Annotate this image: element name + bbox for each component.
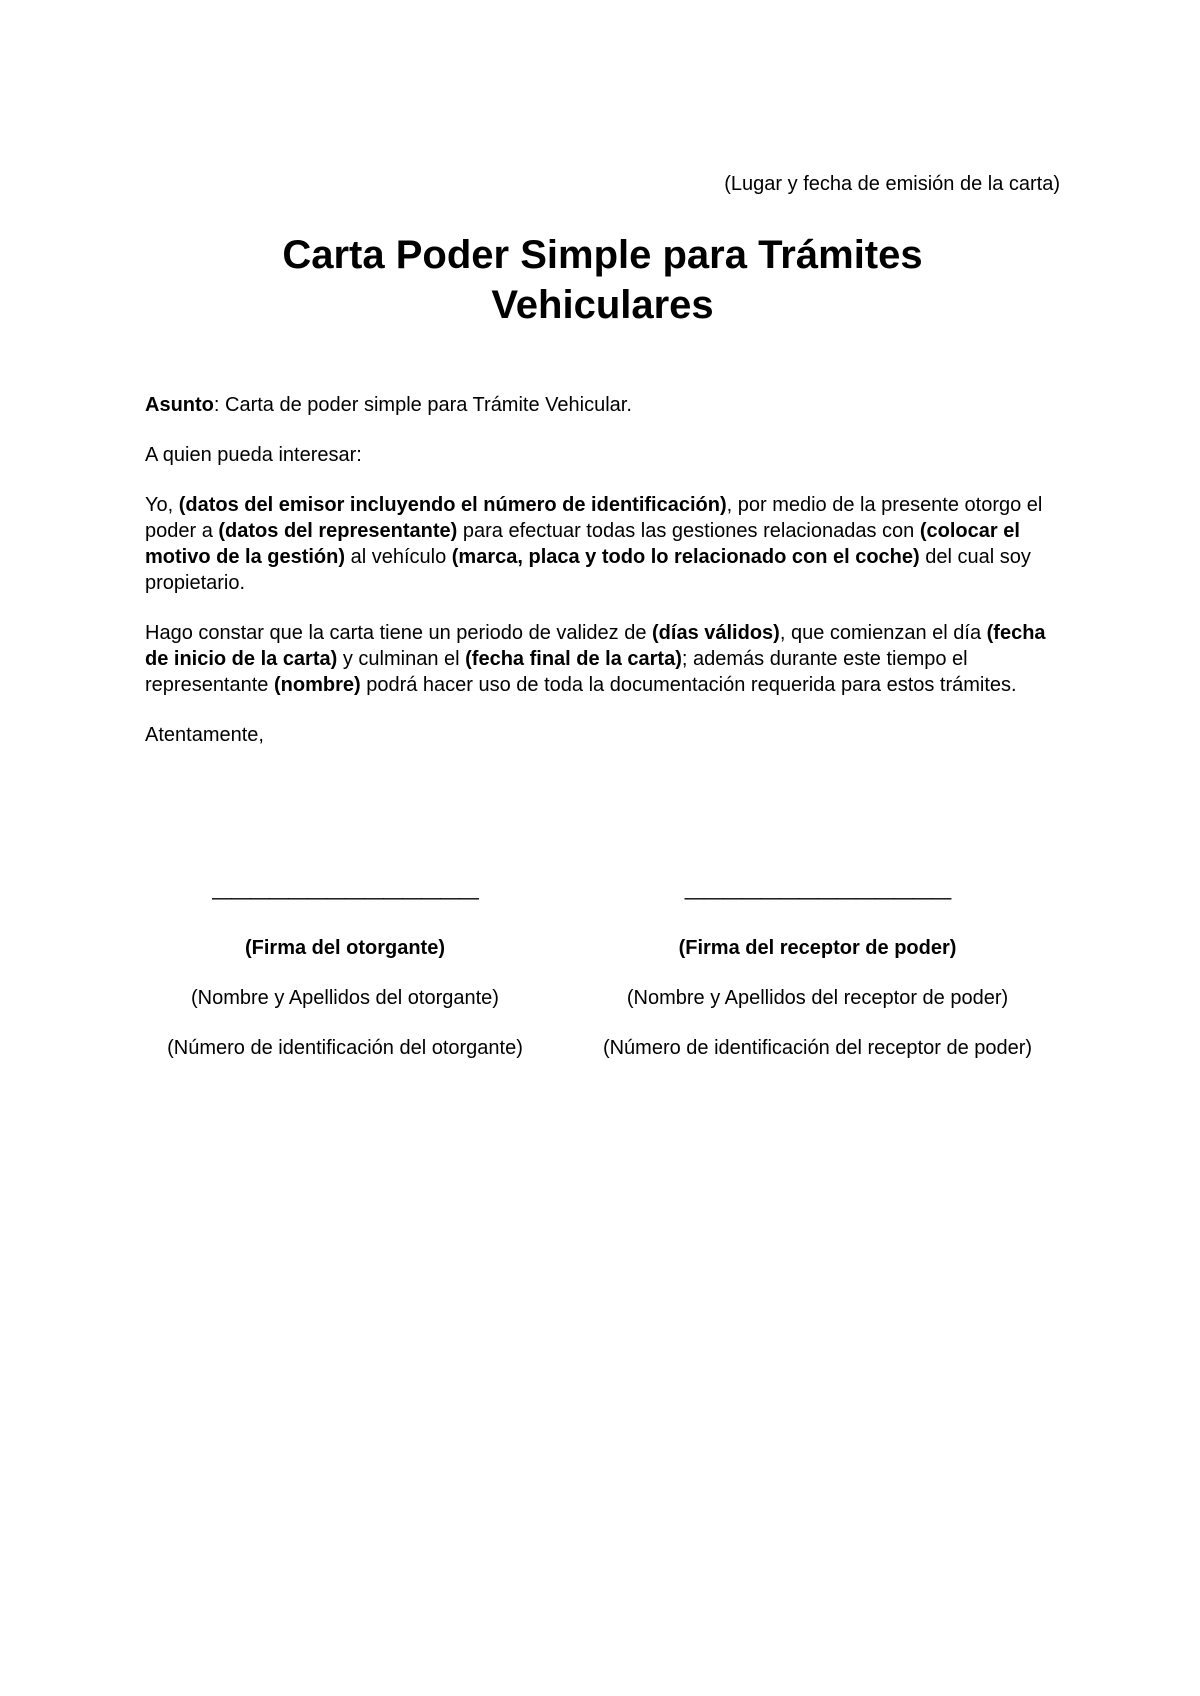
p2-text-3: y culminan el — [337, 648, 466, 670]
signature-grantor — [145, 885, 545, 1061]
p1-text-1: Yo, — [145, 494, 179, 516]
p1-text-5: del cual soy propietario. — [145, 546, 1031, 594]
subject-label: Asunto — [145, 394, 214, 416]
p1-placeholder-representative: (datos del representante) — [218, 520, 458, 542]
title-line-2: Vehiculares — [491, 283, 714, 327]
paragraph-authorization — [145, 492, 1060, 596]
id-grantor: (Número de identificación del otorgante) — [167, 1037, 523, 1059]
signature-label-grantor: (Firma del otorgante) — [244, 937, 445, 959]
letter-body — [145, 392, 1060, 772]
signature-label-receiver: (Firma del receptor de poder) — [678, 937, 957, 959]
paragraph-validity — [145, 620, 1060, 698]
p1-text-2: , por medio de la presente otorgo el poder a — [145, 494, 1043, 542]
p2-placeholder-days: (días válidos) — [652, 622, 780, 644]
signature-receiver — [575, 885, 1060, 1061]
p2-placeholder-start-date: (fecha de inicio de la carta) — [145, 622, 1046, 670]
p1-placeholder-issuer: (datos del emisor incluyendo el número de identificación) — [178, 494, 727, 516]
signature-line-receiver: —————————————— — [684, 887, 951, 909]
place-date: (Lugar y fecha de emisión de la carta) — [724, 173, 1060, 195]
p1-placeholder-vehicle: (marca, placa y todo lo relacionado con el coche) — [451, 546, 920, 568]
id-receiver: (Número de identificación del receptor de poder) — [602, 1037, 1033, 1059]
title-line-1: Carta Poder Simple para Trámites — [282, 233, 923, 277]
name-grantor: (Nombre y Apellidos del otorgante) — [191, 987, 499, 1009]
p1-placeholder-reason: (colocar el motivo de la gestión) — [145, 520, 1020, 568]
name-receiver: (Nombre y Apellidos del receptor de poder) — [626, 987, 1009, 1009]
signature-line-grantor: —————————————— — [212, 887, 478, 909]
p2-text-4: ; además durante este tiempo el representante — [145, 648, 968, 696]
p2-text-5: podrá hacer uso de toda la documentación requerida para estos trámites. — [360, 674, 1017, 696]
closing: Atentamente, — [145, 724, 264, 746]
subject-text: : Carta de poder simple para Trámite Vehicular. — [213, 394, 632, 416]
p2-placeholder-name: (nombre) — [273, 674, 361, 696]
document-title — [145, 230, 1060, 330]
p1-text-3: para efectuar todas las gestiones relacionadas con — [457, 520, 920, 542]
greeting: A quien pueda interesar: — [145, 444, 362, 466]
p2-text-2: , que comienzan el día — [779, 622, 987, 644]
subject-line — [145, 392, 1060, 418]
p1-text-4: al vehículo — [345, 546, 452, 568]
p2-text-1: Hago constar que la carta tiene un periodo de validez de — [145, 622, 653, 644]
p2-placeholder-end-date: (fecha final de la carta) — [465, 648, 682, 670]
